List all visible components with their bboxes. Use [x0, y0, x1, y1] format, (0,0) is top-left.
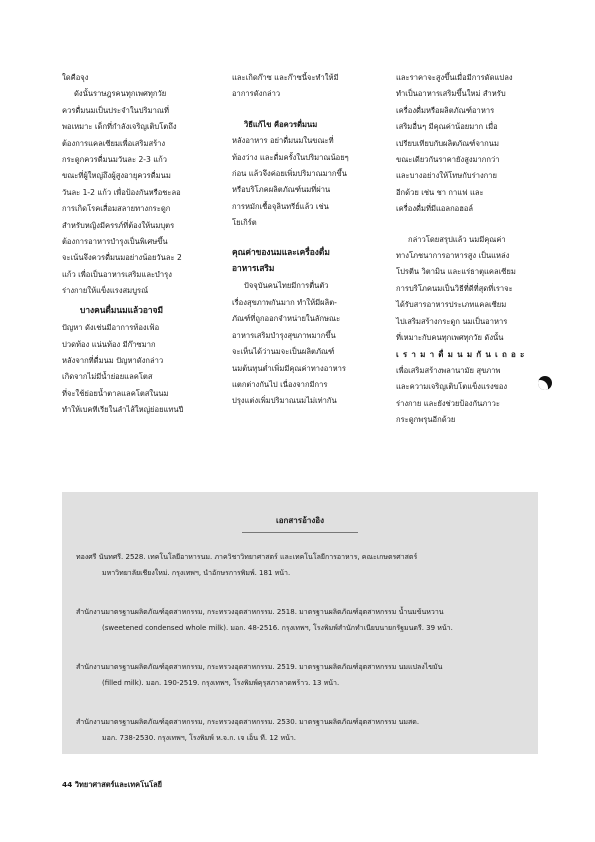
page-footer: 44 วิทยาศาสตร์และเทคโนโลยี [62, 780, 162, 789]
text-line: ใดคือจุง [62, 73, 89, 82]
reference-list [76, 550, 526, 770]
column-1-paragraph-2 [62, 320, 206, 418]
text-line: ขณะเดียวกันราคายังสูงมากกว่า [396, 155, 500, 165]
text-line: ปัจจุบันคนไทยมีการตื่นตัว [244, 281, 329, 291]
text-line: ทำเป็นอาหารเสริมขึ้นใหม่ สำหรับ [396, 89, 506, 99]
text-line: และราคาจะสูงขึ้นเมื่อมีการดัดแปลง [396, 73, 513, 82]
text-line: ที่จะใช้ย่อยน้ำตาลแลคโตสในนม [62, 388, 169, 398]
text-line: ร่างกาย และยังช่วยป้องกันภาวะ [396, 398, 500, 408]
text-line: เรื่องสุขภาพกันมาก ทำให้มีผลิต- [232, 297, 337, 307]
reference-item [76, 660, 526, 691]
column-3-paragraph-1 [396, 70, 538, 218]
text-line: ปรุงแต่งเพิ่มปริมาณนมไม่เท่ากัน [232, 396, 337, 406]
text-line: ทำให้เบคทีเรียในลำไส้ใหญ่ย่อยแทนปี [62, 405, 184, 415]
text-line: และบางอย่างให้โทษกับร่างกาย [396, 171, 497, 181]
text-line: เพื่อเสริมสร้างพลานามัย สุขภาพ [396, 365, 501, 375]
text-line: โปรตีน วิตามิน และแร่ธาตุแคลเซียม [396, 267, 516, 277]
text-line: ภัณฑ์ที่ถูกออกจำหน่ายในลักษณะ [232, 314, 341, 324]
column-2-paragraph-2 [232, 117, 367, 232]
end-of-article-mark-icon [538, 376, 552, 390]
reference-first-line: ทองศรี นันทศรี. 2528. เทคโนโลยีอาหารนม. ภาควิชาวิทยาศาสตร์ และเทคโนโลยีการอาหาร, คณะเกษตรศาสตร์ [76, 553, 418, 561]
references-title: เอกสารอ้างอิง [276, 516, 324, 525]
article-column-2 [232, 70, 367, 410]
text-line: อาหารเสริมบำรุงสุขภาพมากขึ้น [232, 330, 336, 340]
column-1-paragraph-1 [62, 70, 206, 300]
text-line-bold-lead: วิธีแก้ไข คือควรดื่มนม [244, 119, 318, 129]
text-line: แก้ว เพื่อเป็นอาหารเสริมและบำรุง [62, 269, 172, 279]
text-line: ร่างกายให้แข็งแรงสมบูรณ์ [62, 286, 149, 296]
text-line: หลังจากที่ดื่มนม ปัญหาดังกล่าว [62, 355, 164, 365]
text-line: โยเกิร์ต [232, 218, 257, 228]
spacer [396, 218, 538, 232]
text-line: วันละ 1-2 แก้ว เพื่อป้องกันหรือชะลอ [62, 187, 181, 197]
text-line: เครื่องดื่มหรือผลิตภัณฑ์อาหาร [396, 105, 495, 115]
text-line: ไปเสริมสร้างกระดูก นมเป็นอาหาร [396, 316, 508, 326]
text-line: ก่อน แล้วจึงค่อยเพิ่มปริมาณมากขึ้น [232, 169, 347, 179]
text-line: กระดูกควรดื่มนมวันละ 2-3 แก้ว [62, 155, 168, 165]
references-box [62, 492, 538, 754]
reference-first-line: สำนักงานมาตรฐานผลิตภัณฑ์อุตสาหกรรม, กระทรวงอุตสาหกรรม. 2530. มาตรฐานผลิตภัณฑ์อุตสาหกรรม นมสด. [76, 718, 420, 726]
reference-first-line: สำนักงานมาตรฐานผลิตภัณฑ์อุตสาหกรรม, กระทรวงอุตสาหกรรม. 2518. มาตรฐานผลิตภัณฑ์อุตสาหกรรม น้ำนมข้นหวาน [76, 608, 444, 616]
text-line: อีกด้วย เช่น ชา กาแฟ และ [396, 187, 484, 197]
text-line: ต้องการแคลเซียมเพื่อเสริมสร้าง [62, 138, 166, 148]
reference-first-line: สำนักงานมาตรฐานผลิตภัณฑ์อุตสาหกรรม, กระทรวงอุตสาหกรรม. 2519. มาตรฐานผลิตภัณฑ์อุตสาหกรรม นมแปลงไขมัน [76, 663, 443, 671]
column-2-paragraph-3 [232, 278, 367, 409]
text-line: ขณะที่ผู้ใหญ่ถึงผู้สูงอายุควรดื่มนม [62, 171, 171, 181]
text-line: ท้องว่าง และดื่มครั้งในปริมาณน้อยๆ [232, 152, 349, 162]
spacer [232, 103, 367, 117]
article-column-1 [62, 70, 206, 419]
text-line: และเกิดก๊าซ และก๊าซนี้จะทำให้มี [232, 73, 339, 82]
reference-continuation: มหาวิทยาลัยเชียงใหม่. กรุงเทพฯ, นำอักษรการพิมพ์. 181 หน้า. [102, 568, 291, 577]
text-line: ที่เหมาะกับคนทุกเพศทุกวัย ดังนั้น [396, 333, 504, 343]
column-2-paragraph-1 [232, 70, 367, 103]
text-line: ได้รับสารอาหารประเภทแคลเซียม [396, 300, 507, 310]
inline-heading-lactose: บางคนดื่มนมแล้วอาจมี [80, 304, 164, 315]
text-line: การหมักเชื้อจุลินทรีย์แล้ว เช่น [232, 201, 329, 211]
text-line: เกิดจากไม่มีน้ำย่อยแลคโตส [62, 372, 153, 382]
text-line: เปรียบเทียบกับผลิตภัณฑ์จากนม [396, 138, 499, 148]
spaced-slogan: เรามาดื่มนมกันเถอะ [396, 349, 529, 359]
reference-item [76, 605, 526, 636]
text-line: ต้องการอาหารบำรุงเป็นพิเศษขึ้น [62, 237, 168, 247]
text-line: เครื่องดื่มที่มีแอลกอฮอล์ [396, 204, 474, 214]
text-line: ปัญหา ดังเช่นมีอาการท้องเฟ้อ [62, 323, 160, 333]
text-line: ดังนั้นราษฎรคนทุกเพศทุกวัย [74, 89, 167, 99]
text-line: นมต้นทุนต่ำเพิ่มมีคุณค่าทางอาหาร [232, 363, 346, 373]
section-heading-milk-value-cont: อาหารเสริม [232, 263, 275, 274]
text-line: เสริมอื่นๆ มีคุณค่าน้อยมาก เมื่อ [396, 122, 498, 132]
text-line: ปวดท้อง แน่นท้อง มีก๊าซมาก [62, 339, 156, 349]
reference-continuation: (filled milk). มอก. 190-2519. กรุงเทพฯ, โรงพิมพ์คุรุสภาลาดพร้าว. 13 หน้า. [102, 678, 340, 687]
text-line: การบริโภคนมเป็นวิธีที่ดีที่สุดที่เราจะ [396, 283, 513, 293]
reference-continuation: มอก. 738-2530. กรุงเทพฯ, โรงพิมพ์ ห.จ.ก. เจ เอ็น ที. 12 หน้า. [102, 733, 297, 742]
reference-item [76, 715, 526, 746]
reference-item [76, 550, 526, 581]
text-line: กระดูกพรุนอีกด้วย [396, 415, 456, 425]
text-line: แตกต่างกันไป เนื่องจากมีการ [232, 379, 328, 389]
text-line: หลังอาหาร อย่าดื่มนมในขณะที่ [232, 136, 334, 146]
title-divider [242, 532, 358, 533]
text-line: อาการดังกล่าว [232, 89, 281, 99]
article-column-3 [396, 70, 538, 429]
text-line: หรือบริโภคผลิตภัณฑ์นมที่ผ่าน [232, 185, 331, 195]
text-line: จะเห็นได้ว่านมจะเป็นผลิตภัณฑ์ [232, 347, 335, 357]
text-line: จะเน้นจึงควรดื่มนมอย่างน้อยวันละ 2 [62, 253, 182, 263]
text-line: กล่าวโดยสรุปแล้ว นมมีคุณค่า [408, 234, 506, 244]
text-line: และความเจริญเติบโตแข็งแรงของ [396, 382, 508, 392]
text-line: การเกิดโรคเสื่อมสลายทางกระดูก [62, 204, 171, 214]
text-line: สำหรับหญิงมีครรภ์ที่ต้องให้นมบุตร [62, 220, 175, 230]
text-line: ทางโภชนาการอาหารสูง เป็นแหล่ง [396, 251, 510, 261]
text-line: ควรดื่มนมเป็นประจำในปริมาณที่ [62, 105, 169, 115]
section-heading-milk-value: คุณค่าของนมและเครื่องดื่ม [232, 246, 330, 257]
text-line: พอเหมาะ เด็กที่กำลังเจริญเติบโตถึง [62, 122, 177, 132]
column-3-paragraph-2 [396, 232, 538, 429]
reference-continuation: (sweetened condensed whole milk). มอก. 48-2516. กรุงเทพฯ, โรงพิมพ์สำนักทำเนียบนายกรัฐมนตรี. 39 หน้า. [102, 623, 453, 632]
